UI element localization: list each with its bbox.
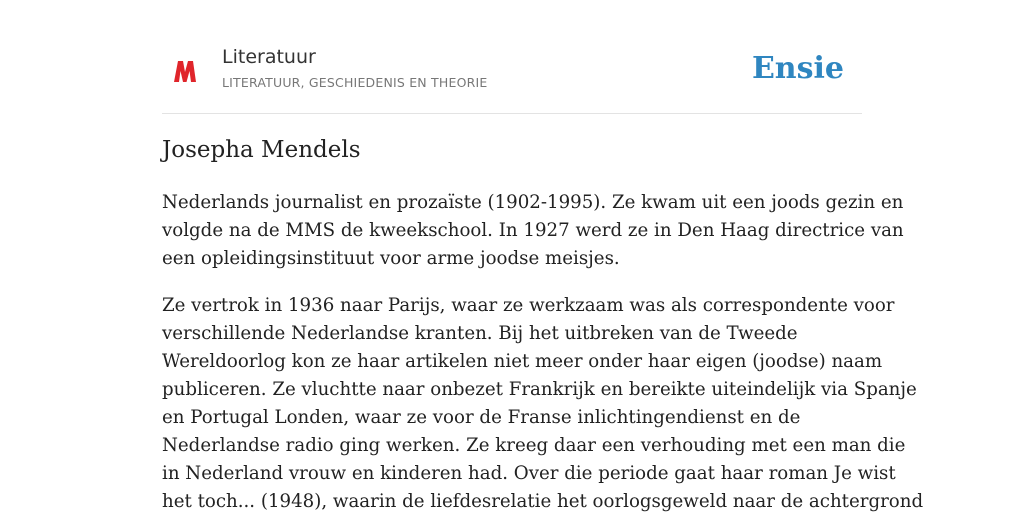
page-title: Josepha Mendels <box>162 137 361 163</box>
paragraph <box>162 189 904 273</box>
m-logo-icon[interactable] <box>172 58 198 84</box>
text-line: Nederlandse radio ging werken. Ze kreeg daar een verhouding met een man die <box>162 435 906 456</box>
text-line: in Nederland vrouw en kinderen had. Over die periode gaat haar roman Je wist <box>162 463 896 484</box>
text-line: publiceren. Ze vluchtte naar onbezet Frankrijk en bereikte uiteindelijk via Spanje <box>162 379 917 400</box>
text-line: verschillende Nederlandse kranten. Bij het uitbreken van de Tweede <box>162 323 798 344</box>
text-line: Nederlands journalist en prozaïste (1902-1995). Ze kwam uit een joods gezin en <box>162 192 904 213</box>
article-body <box>162 189 924 512</box>
m-logo-shape <box>174 61 196 82</box>
text-line: volgde na de MMS de kweekschool. In 1927 werd ze in Den Haag directrice van <box>162 220 904 241</box>
paragraph <box>162 292 924 512</box>
text-line: een opleidingsinstituut voor arme joodse meisjes. <box>162 248 620 269</box>
text-line: en Portugal Londen, waar ze voor de Franse inlichtingendienst en de <box>162 407 801 428</box>
header <box>162 40 862 114</box>
brand-logo[interactable]: Ensie <box>751 51 844 86</box>
text-line: Ze vertrok in 1936 naar Parijs, waar ze werkzaam was als correspondente voor <box>162 295 895 316</box>
text-line: Wereldoorlog kon ze haar artikelen niet meer onder haar eigen (joodse) naam <box>162 351 883 372</box>
source-subtitle: LITERATUUR, GESCHIEDENIS EN THEORIE <box>222 75 488 90</box>
text-line: het toch... (1948), waarin de liefdesrelatie het oorlogsgeweld naar de achtergrond <box>162 491 924 512</box>
source-title[interactable]: Literatuur <box>222 46 316 68</box>
